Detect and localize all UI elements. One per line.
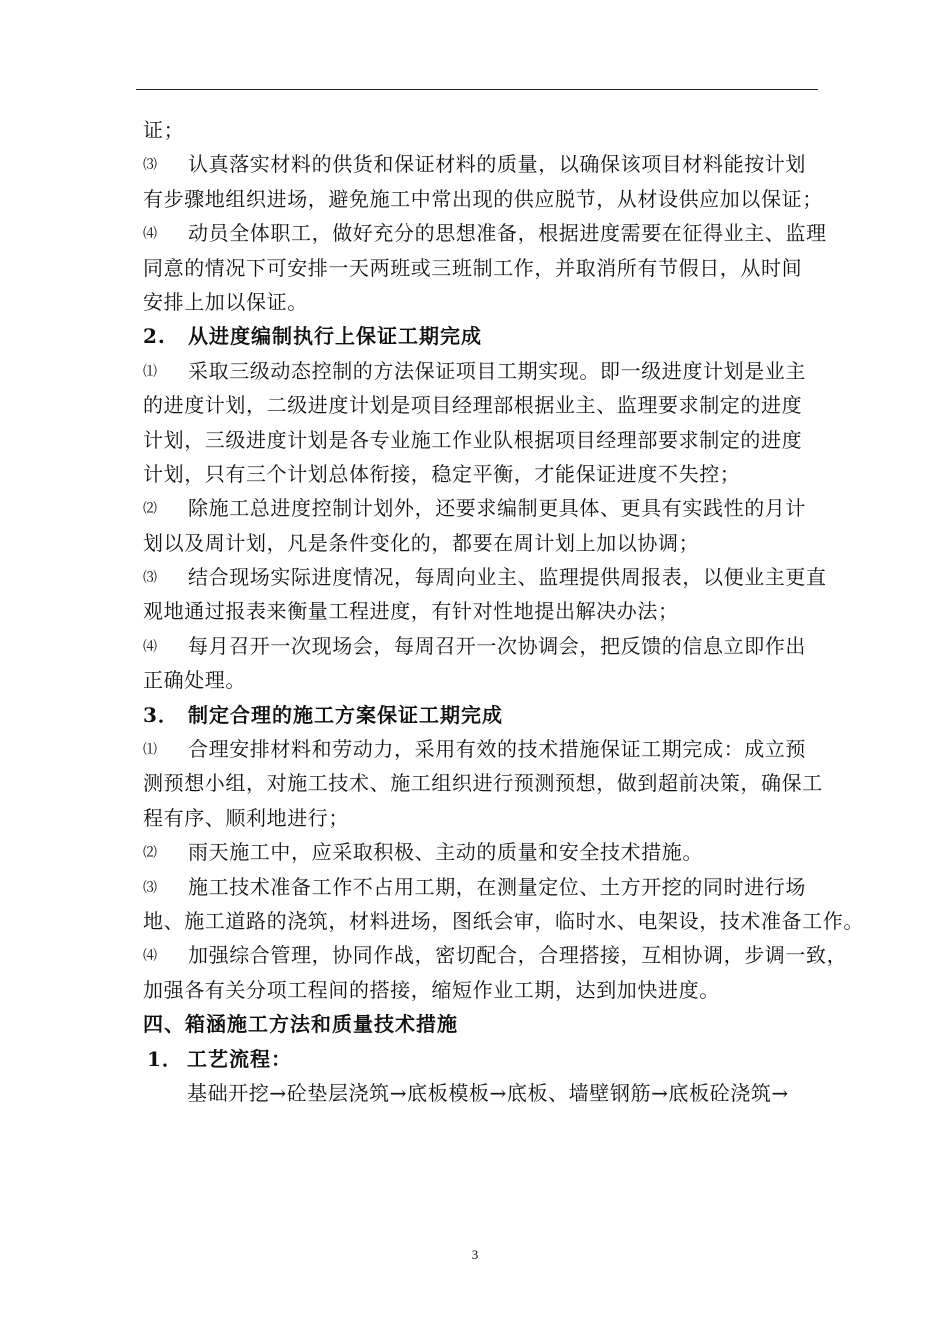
list-item: ⑶ 结合现场实际进度情况，每周向业主、监理提供周报表，以便业主更直 bbox=[143, 560, 873, 594]
list-number: ⑶ bbox=[143, 570, 158, 587]
body-line: 基础开挖→砼垫层浇筑→底板模板→底板、墙壁钢筋→底板砼浇筑→ bbox=[187, 1080, 789, 1105]
heading-number: 2. bbox=[143, 324, 166, 349]
list-item: ⑷ 动员全体职工，做好充分的思想准备，根据进度需要在征得业主、监理 bbox=[143, 216, 873, 250]
list-number: ⑷ bbox=[143, 948, 158, 965]
list-item: ⑵ 除施工总进度控制计划外，还要求编制更具体、更具有实践性的月计 bbox=[143, 491, 873, 525]
list-item: ⑴ 采取三级动态控制的方法保证项目工期实现。即一级进度计划是业主 bbox=[143, 354, 873, 388]
list-number: ⑵ bbox=[143, 501, 158, 518]
subsection-heading: 1． 工艺流程： bbox=[143, 1042, 873, 1076]
list-number: ⑶ bbox=[143, 879, 158, 896]
body-line: 程有序、顺利地进行； bbox=[143, 805, 349, 830]
body-line: 有步骤地组织进场，避免施工中常出现的供应脱节，从材设供应加以保证； bbox=[143, 186, 823, 211]
body-line: 正确处理。 bbox=[143, 668, 246, 693]
body-line: 计划，只有三个计划总体衔接，稳定平衡，才能保证进度不失控； bbox=[143, 461, 741, 486]
body-line: 证； bbox=[143, 118, 185, 142]
body-line: 安排上加以保证。 bbox=[143, 289, 308, 314]
header-rule bbox=[136, 89, 818, 90]
body-line: 测预想小组，对施工技术、施工组织进行预测预想，做到超前决策，确保工 bbox=[143, 771, 823, 796]
body-line: 的进度计划，二级进度计划是项目经理部根据业主、监理要求制定的进度 bbox=[143, 393, 803, 418]
body-line: 同意的情况下可安排一天两班或三班制工作，并取消所有节假日，从时间 bbox=[143, 255, 803, 280]
body-line: 计划，三级进度计划是各专业施工作业队根据项目经理部要求制定的进度 bbox=[143, 427, 803, 452]
list-number: ⑶ bbox=[143, 157, 158, 174]
body-line: 加强各有关分项工程间的搭接，缩短作业工期，达到加快进度。 bbox=[143, 977, 720, 1002]
section-heading: 2. 从进度编制执行上保证工期完成 bbox=[143, 319, 873, 353]
list-number: ⑴ bbox=[143, 363, 158, 380]
list-number: ⑷ bbox=[143, 638, 158, 655]
list-item: ⑷ 每月召开一次现场会，每周召开一次协调会，把反馈的信息立即作出 bbox=[143, 629, 873, 663]
list-number: ⑷ bbox=[143, 226, 158, 243]
body-line: 地、施工道路的浇筑，材料进场，图纸会审，临时水、电架设，技术准备工作。 bbox=[143, 908, 864, 933]
list-item: ⑵ 雨天施工中，应采取积极、主动的质量和安全技术措施。 bbox=[143, 835, 873, 869]
list-item: ⑷ 加强综合管理，协同作战，密切配合，合理搭接，互相协调，步调一致， bbox=[143, 938, 873, 972]
list-item: ⑴ 合理安排材料和劳动力，采用有效的技术措施保证工期完成：成立预 bbox=[143, 732, 873, 766]
section-heading: 3． 制定合理的施工方案保证工期完成 bbox=[143, 698, 873, 732]
list-item: ⑶ 认真落实材料的供货和保证材料的质量，以确保该项目材料能按计划 bbox=[143, 147, 873, 181]
list-item: ⑶ 施工技术准备工作不占用工期，在测量定位、土方开挖的同时进行场 bbox=[143, 870, 873, 904]
heading-number: 1． bbox=[147, 1046, 183, 1071]
body-line: 划以及周计划，凡是条件变化的，都要在周计划上加以协调； bbox=[143, 530, 700, 555]
list-number: ⑵ bbox=[143, 845, 158, 862]
list-number: ⑴ bbox=[143, 742, 158, 759]
document-body bbox=[143, 113, 873, 1110]
body-line: 观地通过报表来衡量工程进度，有针对性地提出解决办法； bbox=[143, 599, 679, 624]
chapter-heading: 四、箱涵施工方法和质量技术措施 bbox=[143, 1012, 458, 1037]
page-number: 3 bbox=[471, 1247, 479, 1262]
heading-number: 3． bbox=[143, 702, 179, 727]
